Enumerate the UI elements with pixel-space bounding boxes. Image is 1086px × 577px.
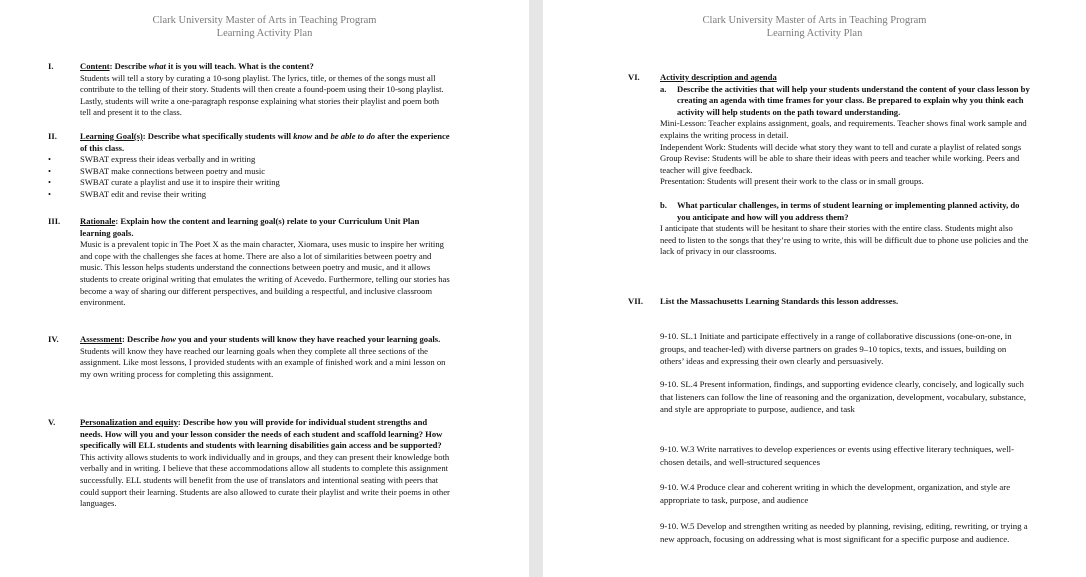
standard-item: 9-10. SL.1 Initiate and participate effectively in a range of collaborative discussions (one-on-one, in groups, and teacher-led) with diverse partners on grades 9–10 topics, texts, and issues, building on others’ ideas and expressing their own clearly and persuasively. (660, 331, 1012, 367)
section-body: This activity allows students to work individually and in groups, and they can present their knowledge both verbally and in writing. I believe that these accommodations allow all students to complete this assignment successfully. ELL students will benefit from the use of translators and intentional seating with peers that could support their learning. Students are also allowed to curate their playlist and write their poems in other languages. (80, 451, 450, 509)
section-prompt: Personalization and equity: Describe how you will provide for individual student strengths and needs. How will you and your lesson consider the needs of each student and scaffold learning? How specifically will ELL students and students with learning disabilities gain access and be supported? (80, 417, 443, 451)
section-assessment (48, 334, 450, 380)
standard-item: 9-10. SL.4 Present information, findings, and supporting evidence clearly, concisely, and logically such that listeners can follow the line of reasoning and the organization, development, vocabulary, substance, and style are appropriate to purpose, audience, and task (660, 379, 1026, 415)
standard-item: 9-10. W.3 Write narratives to develop experiences or events using effective literary techniques, well-chosen details, and well-structured sequences (660, 444, 1015, 467)
document-page-left (0, 0, 529, 577)
section-personalization (48, 417, 450, 510)
section-number: VII. (628, 296, 644, 306)
bullet-icon: • (48, 188, 52, 199)
goals-list (48, 154, 450, 200)
question-marker: a. (660, 83, 667, 94)
document-page-right (543, 0, 1086, 577)
section-body: Students will tell a story by curating a 10-song playlist. The lyrics, title, or themes of the songs must all contribute to the telling of their story. Students will then create a found-poem using their 10-song playlist. Lastly, students will write a one-paragraph response explaining what stories their playlist and poem both tell and present it to the class. (80, 72, 444, 118)
header-title: Learning Activity Plan (766, 28, 863, 39)
page-header (543, 14, 1086, 40)
list-item: • SWBAT make connections between poetry and music (48, 165, 266, 176)
standard-item: 9-10. W.4 Produce clear and coherent writing in which the development, organization, and style are appropriate to task, purpose, and audience (660, 482, 1011, 505)
agenda-item: Presentation: Students will present their work to the class or in small groups. (660, 176, 924, 187)
section-number: VI. (628, 72, 640, 82)
section-body: Music is a prevalent topic in The Poet X as the main character, Xiomara, uses music to inspire her writing and cope with the challenges she faces at home. There are also a lot of similarities between poetry and music. This lesson helps students understand the connections between poetry and music, and it allows students to create original writing that emulates the writing of Acevedo. Furthermore, telling our stories has become a way of sharing our different perspectives, and building a respectful, and inclusive classroom environment. (80, 239, 450, 308)
standard-item: 9-10. W.5 Develop and strengthen writing as needed by planning, revising, editing, rewriting, or trying a new approach, focusing on addressing what is most significant for a specific purpose and audience. (660, 521, 1028, 544)
bullet-icon: • (48, 165, 52, 176)
section-number: III. (48, 216, 61, 226)
list-item: • SWBAT express their ideas verbally and in writing (48, 154, 256, 165)
list-item: • SWBAT curate a playlist and use it to inspire their writing (48, 177, 280, 188)
section-number: I. (48, 61, 54, 71)
section-number: IV. (48, 334, 59, 344)
section-learning-goals (48, 131, 450, 201)
section-prompt: Learning Goal(s): Describe what specifically students will know and be able to do after the experience of this class. (80, 131, 450, 153)
bullet-icon: • (48, 154, 52, 165)
question-marker: b. (660, 199, 667, 210)
agenda-item: Mini-Lesson: Teacher explains assignment, goals, and requirements. Teacher shows final work sample and explains the writing process in detail. (660, 118, 1027, 140)
agenda-item: Group Revise: Students will be able to share their ideas with peers and teacher while working. Peers and teacher will give feedback. (660, 153, 1020, 175)
section-activity (628, 72, 1030, 258)
section-number: V. (48, 417, 56, 427)
section-rationale (48, 216, 450, 309)
question-a: a. Describe the activities that will help your students understand the content of your class lesson by creating an agenda with time frames for your class. Be prepared to explain why you think each activity will help students on the path toward understanding. (660, 83, 1030, 117)
section-prompt: List the Massachusetts Learning Standards this lesson addresses. (660, 296, 899, 306)
page-header (0, 14, 529, 40)
section-prompt: Assessment: Describe how you and your students will know they have reached your learning goals. (80, 334, 441, 344)
header-title: Learning Activity Plan (216, 28, 313, 39)
section-prompt: Content: Describe what it is you will teach. What is the content? (80, 61, 314, 71)
header-program: Clark University Master of Arts in Teaching Program (152, 15, 377, 26)
list-item: • SWBAT edit and revise their writing (48, 188, 207, 199)
section-content (48, 61, 450, 119)
section-prompt: Activity description and agenda (660, 72, 777, 82)
section-number: II. (48, 131, 57, 141)
header-program: Clark University Master of Arts in Teaching Program (702, 15, 927, 26)
question-b-answer: I anticipate that students will be hesitant to share their stories with the entire class. Students might also need to listen to the songs that they’re using to write, this will be difficult due to phone use policies and the lack of privacy in our classrooms. (660, 223, 1029, 257)
section-prompt: Rationale: Explain how the content and learning goal(s) relate to your Curriculum Unit Plan learning goals. (80, 216, 420, 238)
agenda-item: Independent Work: Students will decide what story they want to tell and curate a playlist of related songs (660, 141, 1022, 152)
section-body: Students will know they have reached our learning goals when they complete all three sections of the assignment. Like most lessons, I provided students with an example of finished work and a mini lesson on my own writing process for completing this assignment. (80, 345, 446, 379)
agenda-list (660, 118, 1030, 188)
section-standards (628, 296, 1030, 308)
bullet-icon: • (48, 177, 52, 188)
question-b: b. What particular challenges, in terms of student learning or implementing planned activity, do you anticipate and how will you address them? (660, 199, 1020, 222)
